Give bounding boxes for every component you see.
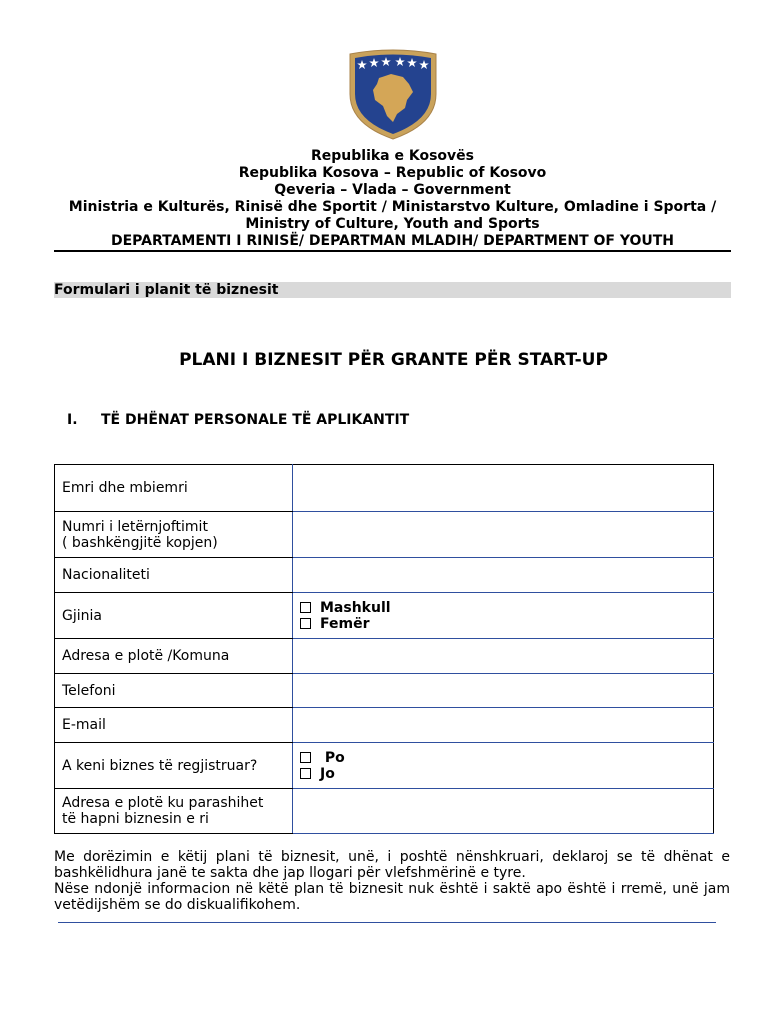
registered-option[interactable] xyxy=(300,766,713,782)
gender-field xyxy=(293,593,714,639)
form-label: Formulari i planit të biznesit xyxy=(54,282,731,298)
section-number: I. xyxy=(67,412,78,428)
header-divider xyxy=(54,250,731,252)
address-field[interactable] xyxy=(293,639,714,674)
id-number-field[interactable] xyxy=(293,512,714,558)
name-field[interactable] xyxy=(293,465,714,512)
header-line: Qeveria – Vlada – Government xyxy=(274,182,511,198)
section-heading xyxy=(67,412,409,428)
registered-business-field xyxy=(293,743,714,789)
business-address-field[interactable] xyxy=(293,789,714,834)
field-label xyxy=(55,639,293,674)
field-label xyxy=(55,465,293,512)
declaration-paragraph: Me dorëzimin e këtij plani të biznesit, unë, i poshtë nënshkruari, deklaroj se të dhënat e bashkëlidhura janë te sakta dhe jap llogari për vlefshmërinë e tyre. xyxy=(54,849,730,881)
header-line: Republika e Kosovës xyxy=(310,148,474,164)
field-label-text: Gjinia xyxy=(62,607,102,624)
table-row xyxy=(55,558,714,593)
option-label: Femër xyxy=(320,615,370,632)
field-label-text: Emri dhe mbiemri xyxy=(62,480,188,496)
option-label: Jo xyxy=(320,765,335,782)
government-header xyxy=(54,148,731,250)
header-line: Republika Kosova – Republic of Kosovo xyxy=(238,165,547,181)
field-label-text: Nacionaliteti xyxy=(62,567,150,583)
table-row xyxy=(55,674,714,708)
kosovo-coat-of-arms xyxy=(347,48,439,140)
personal-data-table xyxy=(54,464,714,834)
checkbox-icon[interactable] xyxy=(300,768,311,779)
registered-option[interactable] xyxy=(300,750,713,766)
table-row xyxy=(55,593,714,639)
checkbox-icon[interactable] xyxy=(300,752,311,763)
bottom-divider xyxy=(58,922,716,923)
field-label-text: Telefoni xyxy=(62,682,116,699)
declaration-text xyxy=(54,849,730,913)
phone-field[interactable] xyxy=(293,674,714,708)
section-title: TË DHËNAT PERSONALE TË APLIKANTIT xyxy=(101,412,410,428)
field-label xyxy=(55,558,293,593)
field-label-text: të hapni biznesin e ri xyxy=(62,811,209,827)
table-row xyxy=(55,743,714,789)
field-label-text: A keni biznes të regjistruar? xyxy=(62,757,258,774)
option-label: Mashkull xyxy=(320,599,391,616)
option-label: Po xyxy=(320,749,345,766)
field-label xyxy=(55,789,293,834)
field-label xyxy=(55,512,293,558)
table-row xyxy=(55,789,714,834)
header-line: Ministry of Culture, Youth and Sports xyxy=(245,216,540,232)
table-row xyxy=(55,708,714,743)
nationality-field[interactable] xyxy=(293,558,714,593)
gender-option[interactable] xyxy=(300,600,713,616)
field-label-text: E-mail xyxy=(62,717,106,733)
table-row xyxy=(55,465,714,512)
field-label-text: Adresa e plotë /Komuna xyxy=(62,648,230,664)
field-label xyxy=(55,593,293,639)
gender-option[interactable] xyxy=(300,616,713,632)
field-label xyxy=(55,674,293,708)
field-label xyxy=(55,743,293,789)
checkbox-icon[interactable] xyxy=(300,618,311,629)
field-label-text: Numri i letërnjoftimit xyxy=(62,518,208,535)
field-label-text: Adresa e plotë ku parashihet xyxy=(62,795,264,811)
email-field[interactable] xyxy=(293,708,714,743)
header-line: DEPARTAMENTI I RINISË/ DEPARTMAN MLADIH/ DEPARTMENT OF YOUTH xyxy=(110,233,675,249)
declaration-paragraph: Nëse ndonjë informacion në këtë plan të biznesit nuk është i saktë apo është i rremë, unë jam vetëdijshëm se do diskualifikohem. xyxy=(54,881,730,913)
header-line: Ministria e Kulturës, Rinisë dhe Sportit / Ministarstvo Kulture, Omladine i Sporta / xyxy=(68,199,717,215)
page-title: PLANI I BIZNESIT PËR GRANTE PËR START-UP xyxy=(179,350,608,370)
field-label xyxy=(55,708,293,743)
table-row xyxy=(55,512,714,558)
checkbox-icon[interactable] xyxy=(300,602,311,613)
field-label-text: ( bashkëngjitë kopjen) xyxy=(62,534,218,551)
table-row xyxy=(55,639,714,674)
